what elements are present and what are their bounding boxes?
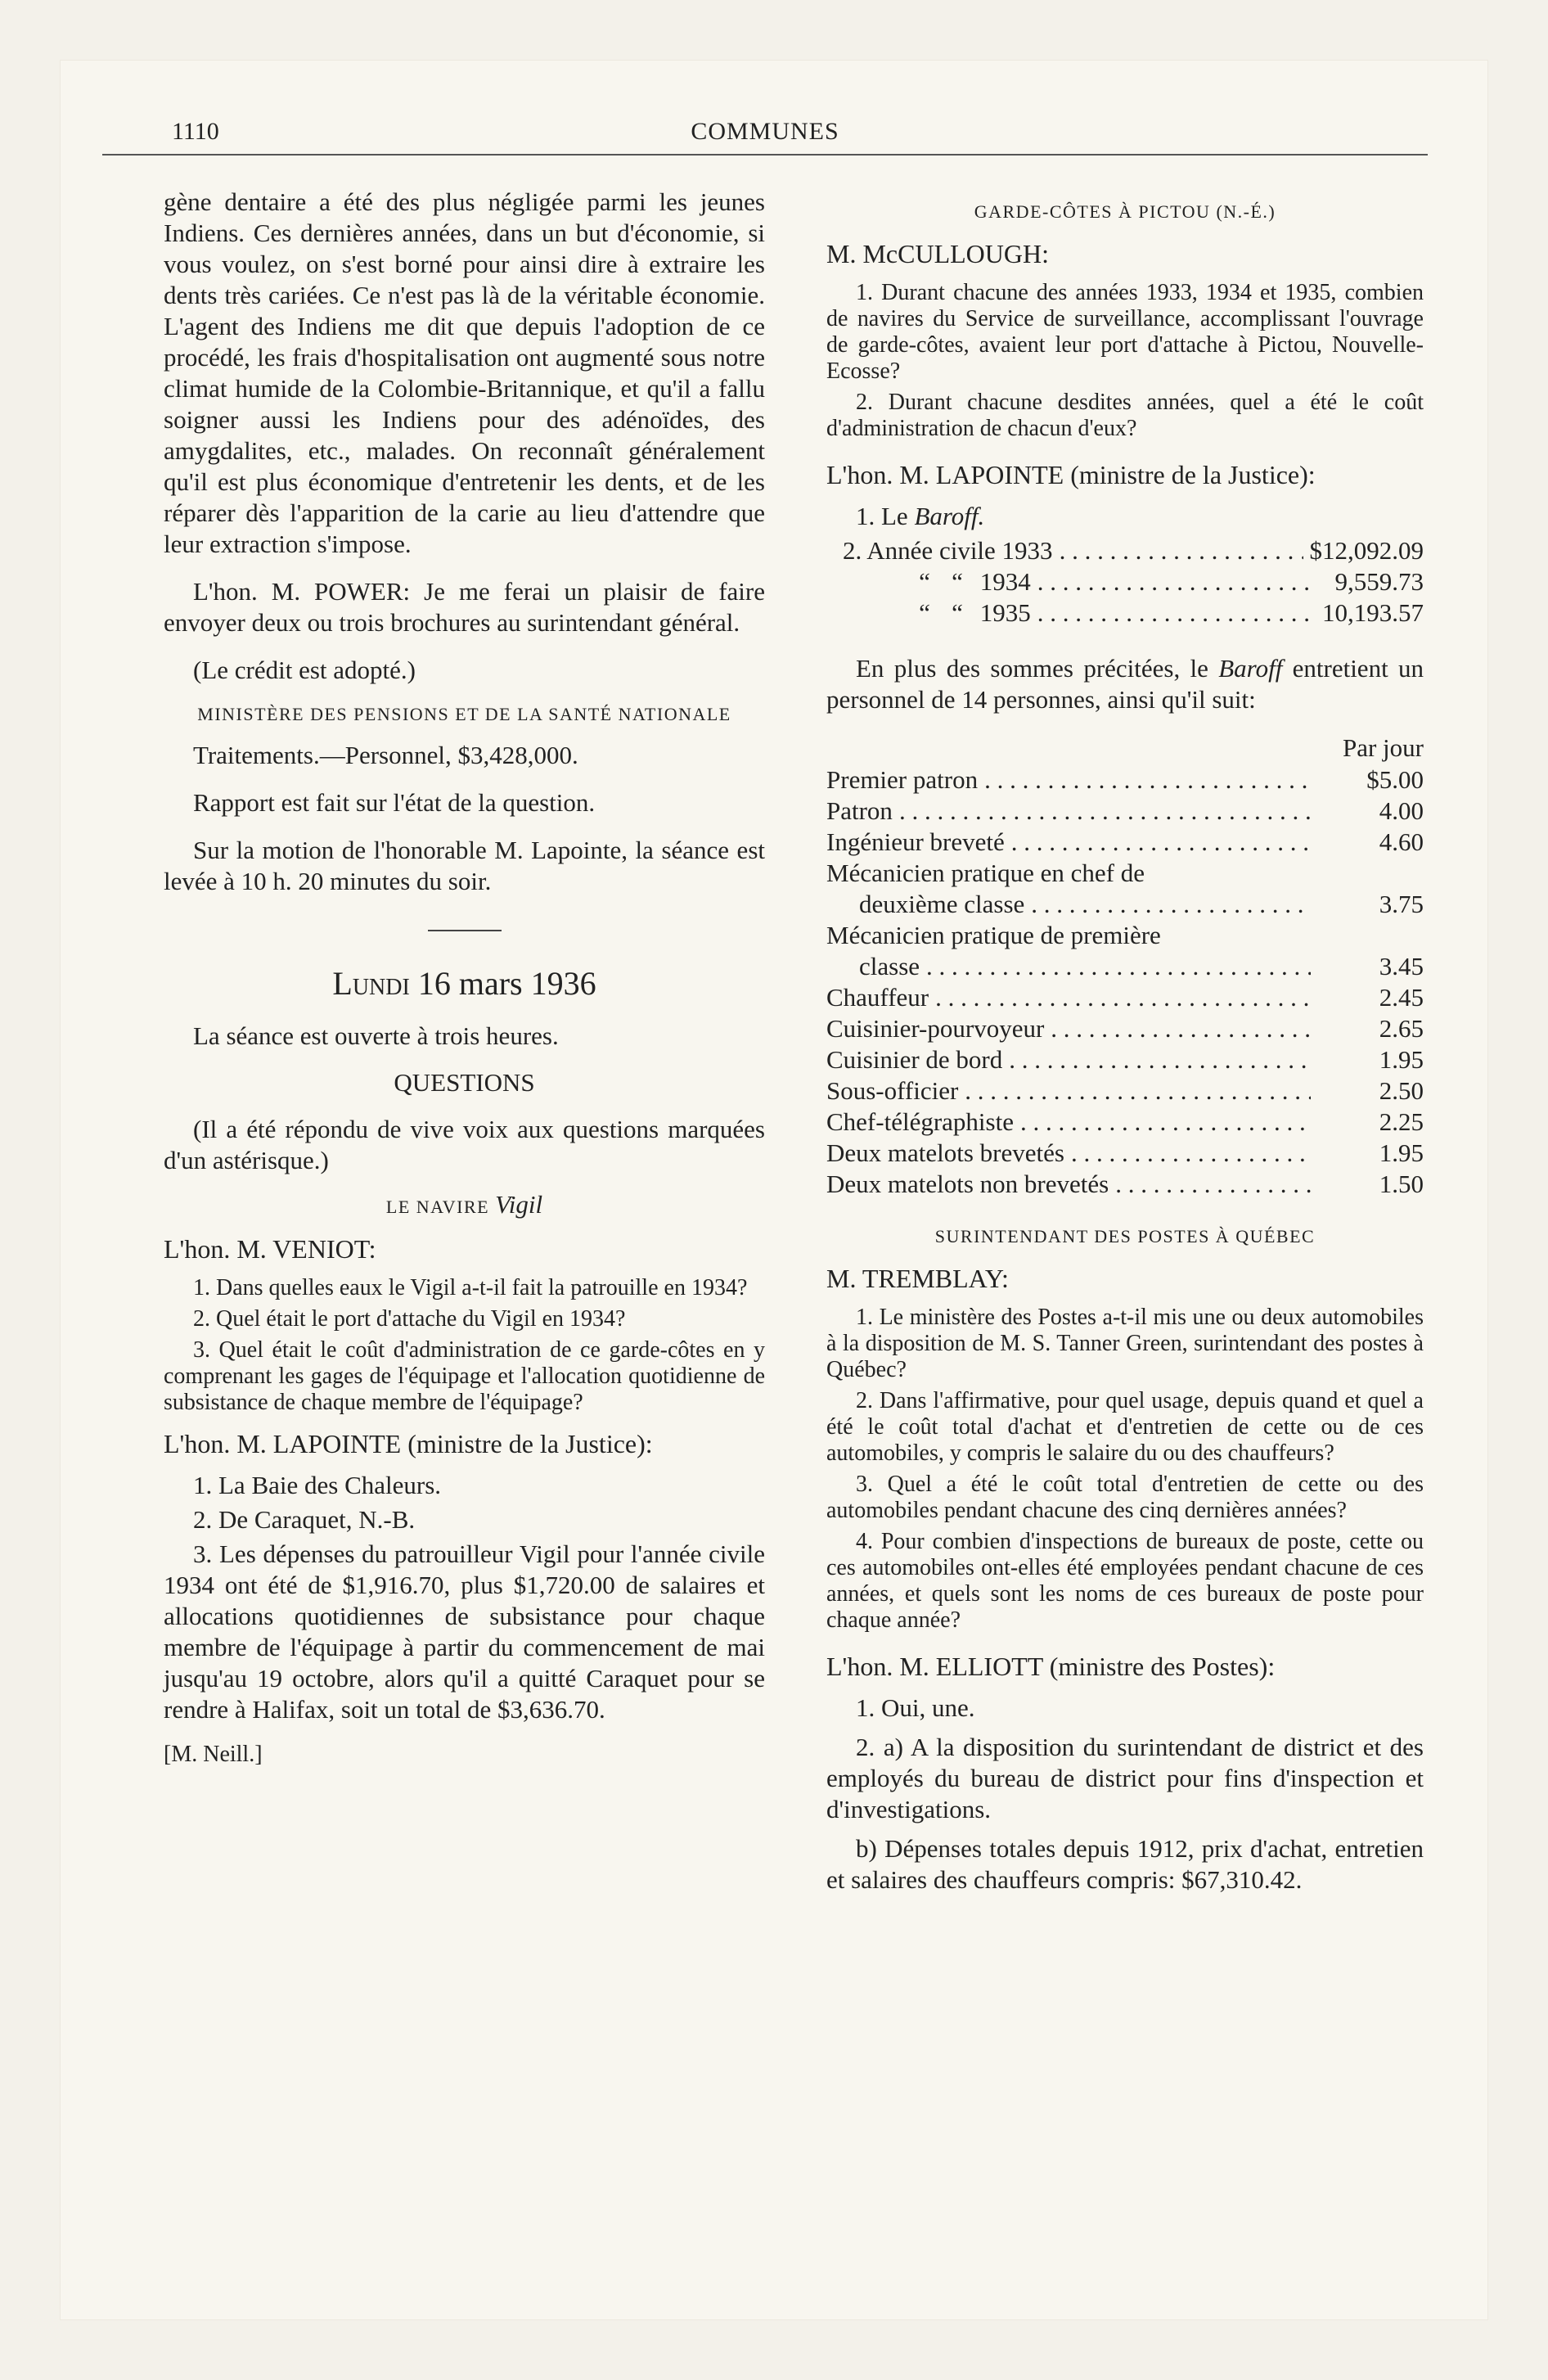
cost-row-1934: [843, 566, 1424, 597]
ditto-mark: “: [952, 598, 963, 627]
answer-pictou-1: [826, 501, 1424, 532]
crew-position: Cuisinier-pourvoyeur: [826, 1014, 1045, 1043]
speaker-mccullough: M. McCULLOUGH:: [826, 239, 1049, 268]
paragraph-seance-open: La séance est ouverte à trois heures.: [193, 1021, 559, 1050]
answer-postes-1: 1. Oui, une.: [856, 1693, 975, 1722]
sitting-date: [164, 964, 765, 1003]
answer-pictou-1-ship: Baroff.: [914, 502, 985, 530]
answer-postes-2b: b) Dépenses totales depuis 1912, prix d'achat, entretien et salaires des chauffeurs compris: $67,310.42.: [826, 1834, 1424, 1894]
paragraph-rapport: Rapport est fait sur l'état de la question.: [193, 788, 596, 817]
question-pictou-2: 2. Durant chacune desdites années, quel a été le coût d'administration de chacun d'eux?: [826, 390, 1424, 441]
cost-value-1935: 10,193.57: [1322, 598, 1424, 627]
speaker-elliott: L'hon. M. ELLIOTT (ministre des Postes):: [826, 1652, 1276, 1681]
crew-position: Deux matelots brevetés: [826, 1138, 1064, 1167]
speaker-lapointe-left: L'hon. M. LAPOINTE (ministre de la Justice):: [164, 1429, 653, 1458]
crew-daily-wage: 2.65: [1379, 1014, 1424, 1043]
crew-row: [826, 1107, 1424, 1138]
crew-position: Chauffeur: [826, 983, 929, 1012]
answer-vigil-2: 2. De Caraquet, N.-B.: [193, 1505, 416, 1534]
paragraph-crew-intro: [826, 653, 1424, 715]
cost-value-1934: 9,559.73: [1334, 567, 1424, 596]
crew-row: [826, 764, 1424, 796]
question-postes-3: 3. Quel a été le coût total d'entretien de cette ou des automobiles pendant chacune des cinq dernières années?: [826, 1472, 1424, 1523]
cost-value-1933: $12,092.09: [1309, 536, 1424, 565]
question-pictou-1: 1. Durant chacune des années 1933, 1934 et 1935, combien de navires du Service de surveillance, accomplissant l'ouvrage de garde-côtes, avaient leur port d'attache à Pictou, Nouvelle-Ecosse?: [826, 280, 1424, 384]
question-vigil-1: 1. Dans quelles eaux le Vigil a-t-il fait la patrouille en 1934?: [193, 1275, 748, 1300]
ditto-mark: “: [919, 598, 930, 627]
crew-label-line: Mécanicien pratique en chef de: [826, 859, 1145, 887]
speaker-tremblay: M. TREMBLAY:: [826, 1264, 1009, 1293]
ditto-mark: “: [952, 567, 963, 596]
pictou-heading: GARDE-CÔTES À PICTOU (N.-É.): [974, 201, 1276, 222]
crew-daily-wage: 3.75: [1379, 890, 1424, 918]
ministry-heading: MINISTÈRE DES PENSIONS ET DE LA SANTÉ NATIONALE: [197, 704, 731, 724]
question-postes-4: 4. Pour combien d'inspections de bureaux de poste, cette ou ces automobiles ont-elles été employées pendant chacune de ces années, et quels sont les noms de ces bureaux de poste pour chaque année?: [826, 1529, 1424, 1633]
date-rest: 16 mars 1936: [409, 965, 596, 1002]
question-postes-1: 1. Le ministère des Postes a-t-il mis une ou deux automobiles à la disposition de M. S. Tanner Green, surintendant des postes à Québec?: [826, 1305, 1424, 1382]
vigil-heading-sc: LE NAVIRE: [385, 1197, 496, 1217]
crew-daily-wage: 1.50: [1379, 1170, 1424, 1198]
crew-row: [826, 951, 1424, 982]
crew-daily-wage: 4.00: [1379, 796, 1424, 825]
crew-position: Premier patron: [826, 765, 979, 794]
cost-row-1933: [843, 535, 1424, 566]
running-head: COMMUNES: [691, 118, 839, 145]
answer-pictou-1-pre: 1. Le: [856, 502, 915, 530]
paragraph-power: L'hon. M. POWER: Je me ferai un plaisir de faire envoyer deux ou trois brochures au surintendant général.: [164, 577, 765, 637]
cost-label-1935: 1935: [979, 598, 1031, 627]
paragraph-credit-adopted: (Le crédit est adopté.): [193, 656, 416, 684]
paragraph-dental: gène dentaire a été des plus négligée parmi les jeunes Indiens. Ces dernières années, dans un but d'économie, si vous voulez, on s'est borné pour ainsi dire à extraire les dents très cariées. Ce n'est pas là de la véritable économie. L'agent des Indiens me dit que depuis l'adoption de ce procédé, les frais d'hospitalisation ont augmenté sous notre climat humide de la Colombie-Britannique, et qu'il a fallu soigner aussi les Indiens pour des adénoïdes, des amygdalites, etc., malades. On reconnaît généralement qu'il est plus économique d'entretenir les dents, et de les réparer dès l'apparition de la carie au lieu d'attendre que leur extraction s'impose.: [164, 187, 765, 558]
crew-intro-ship: Baroff: [1218, 654, 1283, 683]
crew-wage-table: [826, 732, 1424, 1200]
paragraph-motion: Sur la motion de l'honorable M. Lapointe, la séance est levée à 10 h. 20 minutes du soir.: [164, 836, 765, 895]
answer-vigil-3: 3. Les dépenses du patrouilleur Vigil pour l'année civile 1934 ont été de $1,916.70, plus $1,720.00 de salaires et allocations quotidiennes de subsistance pour chaque membre de l'équipage à partir du commencement de mai jusqu'au 19 octobre, alors qu'il a quitté Caraquet pour se rendre à Halifax, soit un total de $3,636.70.: [164, 1539, 765, 1724]
crew-daily-wage: 2.25: [1379, 1107, 1424, 1136]
crew-daily-wage: 3.45: [1379, 952, 1424, 980]
crew-row: [826, 827, 1424, 858]
postes-heading: SURINTENDANT DES POSTES À QUÉBEC: [934, 1226, 1316, 1246]
crew-position: Cuisinier de bord: [826, 1045, 1003, 1074]
page-number: 1110: [172, 118, 219, 145]
crew-intro-pre: En plus des sommes précitées, le: [856, 654, 1219, 683]
crew-row: [826, 796, 1424, 827]
crew-row: [826, 889, 1424, 920]
crew-position: Ingénieur breveté: [826, 827, 1005, 856]
crew-row: [826, 1013, 1424, 1044]
question-vigil-3: 3. Quel était le coût d'administration de ce garde-côtes en y comprenant les gages de l'équipage et l'allocation quotidienne de subsistance de chaque membre de l'équipage?: [164, 1337, 765, 1415]
crew-position: classe: [859, 952, 920, 980]
crew-daily-wage: $5.00: [1366, 765, 1424, 794]
vigil-heading: [164, 1192, 765, 1219]
date-day: Lundi: [332, 965, 410, 1002]
section-divider: [428, 930, 502, 931]
speaker-lapointe-right: L'hon. M. LAPOINTE (ministre de la Justice):: [826, 460, 1316, 489]
page-footer-note: [M. Neill.]: [164, 1742, 263, 1767]
speaker-veniot: L'hon. M. VENIOT:: [164, 1234, 376, 1264]
crew-row: [826, 1044, 1424, 1075]
paragraph-traitements: Traitements.—Personnel, $3,428,000.: [193, 741, 578, 769]
right-column: [826, 187, 1424, 1912]
crew-position: Sous-officier: [826, 1076, 959, 1105]
crew-intro-post: entretient un personnel de 14 personnes, ainsi qu'il suit:: [826, 654, 1424, 714]
answer-vigil-1: 1. La Baie des Chaleurs.: [193, 1471, 442, 1499]
crew-position: deuxième classe: [859, 890, 1025, 918]
cost-label-1934: 1934: [979, 567, 1031, 596]
crew-label-line: Mécanicien pratique de première: [826, 921, 1161, 949]
crew-row: [826, 1138, 1424, 1169]
crew-row: [826, 1169, 1424, 1200]
crew-row: [826, 1075, 1424, 1107]
cost-row-1935: [843, 597, 1424, 629]
question-vigil-2: 2. Quel était le port d'attache du Vigil en 1934?: [193, 1306, 626, 1332]
crew-position: Deux matelots non brevetés: [826, 1170, 1109, 1198]
vigil-heading-italic: Vigil: [495, 1190, 543, 1219]
questions-heading: QUESTIONS: [394, 1068, 535, 1097]
cost-table: [843, 535, 1424, 629]
left-column: [164, 187, 765, 1768]
crew-daily-wage: 4.60: [1379, 827, 1424, 856]
crew-daily-wage: 1.95: [1379, 1138, 1424, 1167]
crew-position: Patron: [826, 796, 893, 825]
paragraph-asterisk-note: (Il a été répondu de vive voix aux questions marquées d'un astérisque.): [164, 1115, 765, 1174]
crew-column-header: Par jour: [1342, 733, 1424, 762]
cost-label-1933: 2. Année civile 1933: [843, 536, 1053, 565]
crew-position: Chef-télégraphiste: [826, 1107, 1014, 1136]
page-header: [102, 115, 1428, 156]
crew-row: [826, 982, 1424, 1013]
answer-postes-2a: 2. a) A la disposition du surintendant de district et des employés du bureau de district pour fins d'inspection et d'investigations.: [826, 1733, 1424, 1823]
crew-daily-wage: 2.45: [1379, 983, 1424, 1012]
question-postes-2: 2. Dans l'affirmative, pour quel usage, depuis quand et quel a été le coût total d'achat et d'entretien de cette ou de ces automobiles, y compris le salaire du ou des chauffeurs?: [826, 1388, 1424, 1466]
crew-daily-wage: 2.50: [1379, 1076, 1424, 1105]
ditto-mark: “: [919, 567, 930, 596]
crew-daily-wage: 1.95: [1379, 1045, 1424, 1074]
